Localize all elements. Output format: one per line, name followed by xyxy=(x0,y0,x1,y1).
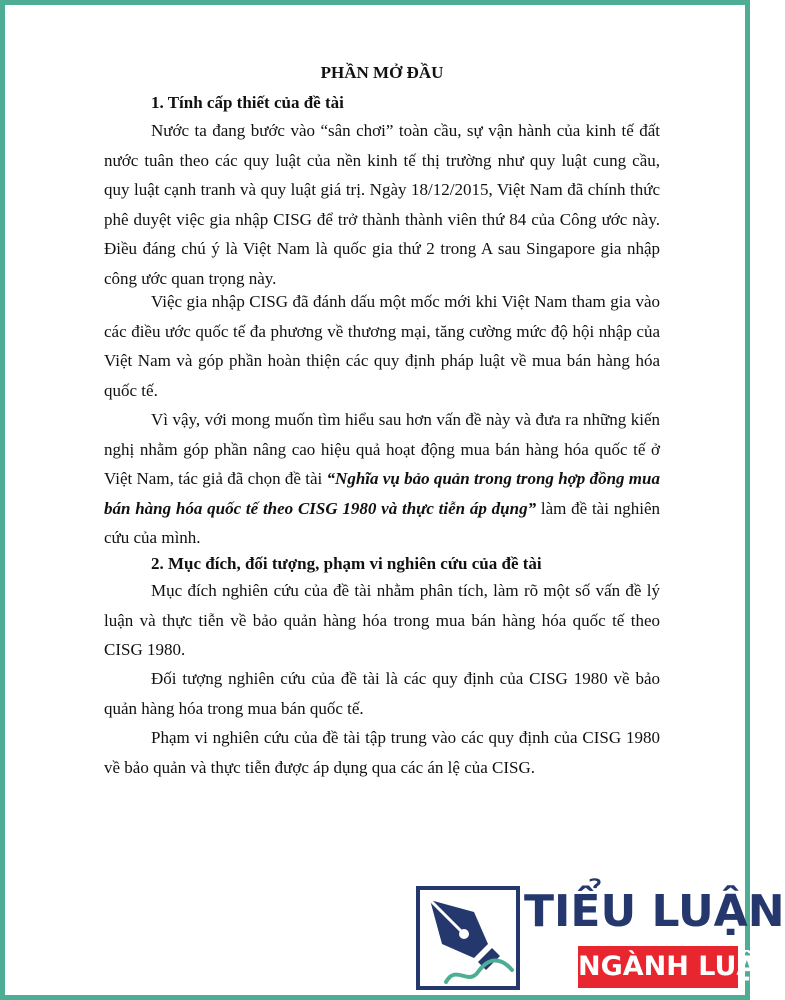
section-2-paragraph-3: Phạm vi nghiên cứu của đề tài tập trung vào các quy định của CISG 1980 về bảo quản và thực tiễn được áp dụng qua các án lệ của CISG. xyxy=(104,728,660,777)
section-1-paragraph-2: Việc gia nhập CISG đã đánh dấu một mốc mới khi Việt Nam tham gia vào các điều ước quốc tế đa phương về thương mại, tăng cường mức độ hội nhập của Việt Nam và góp phần hoàn thiện các quy định pháp luật về mua bán hàng hóa quốc tế. xyxy=(104,292,660,400)
paragraph-3-outro: làm đề tài nghiên cứu của mình. xyxy=(104,498,660,547)
section-2-paragraph-1: Mục đích nghiên cứu của đề tài nhằm phân tích, làm rõ một số vấn đề lý luận và thực tiễn về bảo quản hàng hóa trong mua bán hàng hóa quốc tế theo CISG 1980. xyxy=(104,581,660,659)
paragraph-3-intro: Vì vậy, với mong muốn tìm hiểu sau hơn vấn đề này và đưa ra những kiến nghị nhằm góp phần nâng cao hiệu quả hoạt động mua bán hàng hóa quốc tế ở Việt Nam, tác giả đã chọn đề tài xyxy=(104,410,660,488)
logo-text-bottom: NGÀNH LUẬT xyxy=(578,946,738,988)
tieu-luan-nganh-luat-logo xyxy=(416,886,785,992)
section-1-paragraph-1: Nước ta đang bước vào “sân chơi” toàn cầu, sự vận hành của kinh tế đất nước tuân theo các quy luật của nền kinh tế thị trường như quy luật cung cầu, quy luật cạnh tranh và quy luật giá trị. Ngày 18/12/2015, Việt Nam đã chính thức phê duyệt việc gia nhập CISG để trở thành thành viên thứ 84 của Công ước này. Điều đáng chú ý là Việt Nam là quốc gia thứ 2 trong A sau Singapore gia nhập công ước quan trọng này. xyxy=(104,121,660,288)
section-2-paragraph-2: Đối tượng nghiên cứu của đề tài là các quy định của CISG 1980 về bảo quản hàng hóa trong mua bán quốc tế. xyxy=(104,669,660,718)
section-1-paragraph-3 xyxy=(104,405,660,553)
section-1-heading: 1. Tính cấp thiết của đề tài xyxy=(151,93,344,112)
logo-text-top: TIỂU LUẬN xyxy=(524,886,785,937)
section-2-heading: 2. Mục đích, đối tượng, phạm vi nghiên cứu của đề tài xyxy=(151,554,542,573)
fountain-pen-nib-icon xyxy=(416,886,520,990)
page-title: PHẦN MỞ ĐẦU xyxy=(320,63,444,82)
research-topic-title: “Nghĩa vụ bảo quản trong trong hợp đồng mua bán hàng hóa quốc tế theo CISG 1980 và thực tiễn áp dụng” xyxy=(104,469,660,518)
